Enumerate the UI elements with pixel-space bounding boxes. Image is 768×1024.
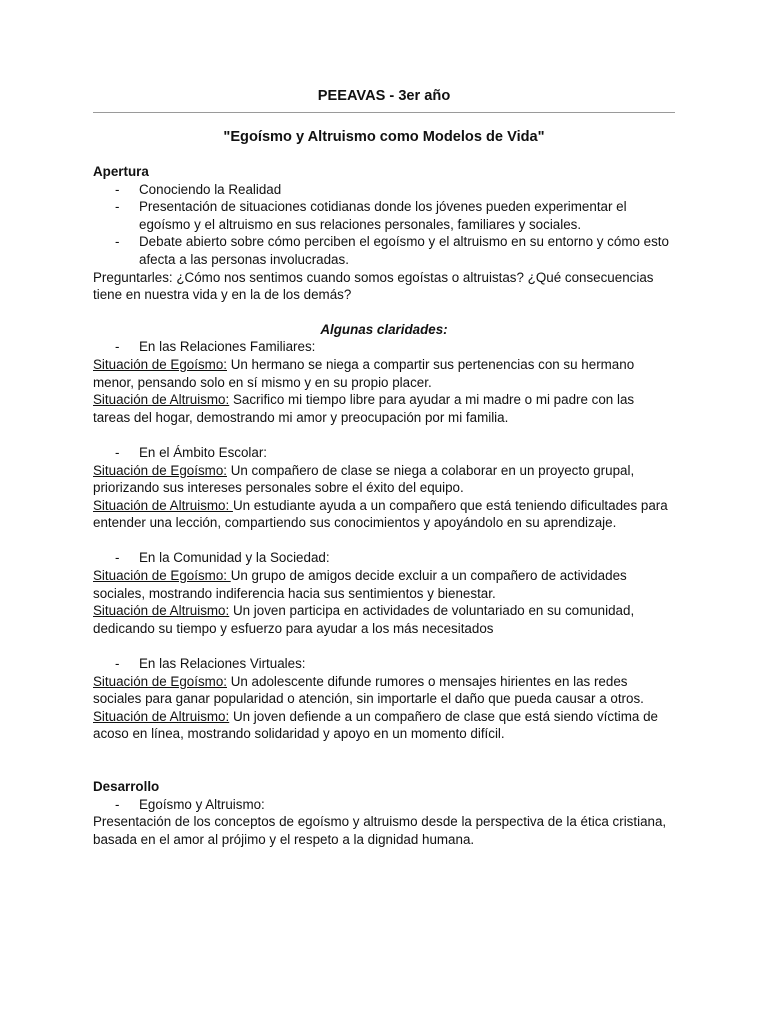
claridades-bullet [93, 655, 675, 673]
egoism-label: Situación de Egoísmo: [93, 673, 227, 689]
claridades-bullet [93, 338, 675, 356]
egoism-label: Situación de Egoísmo: [93, 568, 231, 584]
desarrollo-list [93, 796, 675, 814]
apertura-question: Preguntarles: ¿Cómo nos sentimos cuando somos egoístas o altruistas? ¿Qué consecuencias tiene en nuestra vida y en la de los demás? [93, 269, 654, 303]
altruism-situation [93, 391, 675, 426]
egoism-text: Un compañero de clase se niega a colaborar en un proyecto grupal, priorizando sus intereses personales sobre el éxito del equipo. [93, 462, 635, 496]
spacer [93, 637, 675, 655]
egoism-text: Un grupo de amigos decide excluir a un compañero de actividades sociales, mostrando indiferencia hacia sus sentimientos y bienestar. [93, 568, 627, 601]
spacer [93, 532, 675, 550]
egoism-text: Un adolescente difunde rumores o mensajes hirientes en las redes sociales para ganar popularidad o atención, sin importarle el daño que pueda causar a otros. [93, 673, 644, 707]
egoism-text: Un hermano se niega a compartir sus pertenencias con su hermano menor, pensando solo en sí mismo y en su propio placer. [93, 356, 635, 390]
list-item: - En la Comunidad y la Sociedad: [93, 549, 675, 567]
altruism-situation [93, 602, 675, 637]
list-item: - En las Relaciones Familiares: [93, 338, 675, 356]
altruism-text: Un estudiante ayuda a un compañero que está teniendo dificultades para entender una lección, compartiendo sus conocimientos y apoyándolo en su aprendizaje. [93, 497, 668, 531]
spacer [93, 426, 675, 444]
altruism-situation [93, 708, 675, 743]
altruism-situation [93, 497, 675, 532]
header-title: PEEAVAS - 3er año [317, 88, 451, 104]
list-item: - Presentación de situaciones cotidianas donde los jóvenes pueden experimentar el egoísmo y el altruismo en sus relaciones personales, familiares y sociales. [93, 198, 675, 233]
claridades-bullet [93, 444, 675, 462]
egoism-situation [93, 567, 675, 602]
altruism-label: Situación de Altruismo: [93, 708, 230, 724]
egoism-label: Situación de Egoísmo: [93, 356, 227, 372]
document-page [93, 86, 675, 848]
section-heading-desarrollo: Desarrollo [93, 779, 160, 794]
altruism-label: Situación de Altruismo: [93, 392, 230, 408]
list-item: - Debate abierto sobre cómo perciben el egoísmo y el altruismo en su entorno y cómo esto afecta a las personas involucradas. [93, 233, 675, 268]
desarrollo-text: Presentación de los conceptos de egoísmo y altruismo desde la perspectiva de la ética cristiana, basada en el amor al prójimo y el respeto a la dignidad humana. [93, 814, 667, 847]
list-item: - En las Relaciones Virtuales: [93, 655, 675, 673]
egoism-situation [93, 462, 675, 497]
altruism-text: Un joven participa en actividades de voluntariado en su comunidad, dedicando su tiempo y esfuerzo para ayudar a los más necesitados [93, 603, 635, 636]
egoism-situation [93, 356, 675, 391]
altruism-label: Situación de Altruismo: [93, 603, 230, 619]
list-item: - Egoísmo y Altruismo: [93, 796, 675, 814]
list-item: - Conociendo la Realidad [93, 181, 675, 199]
header-divider [93, 112, 675, 113]
altruism-text: Sacrifico mi tiempo libre para ayudar a mi madre o mi padre con las tareas del hogar, demostrando mi amor y preocupación por mi familia. [93, 392, 635, 425]
claridades-heading: Algunas claridades: [320, 321, 448, 337]
altruism-label: Situación de Altruismo: [93, 497, 233, 513]
spacer [93, 743, 675, 778]
claridades-bullet [93, 549, 675, 567]
egoism-situation [93, 673, 675, 708]
section-heading-apertura: Apertura [93, 164, 149, 179]
document-title: "Egoísmo y Altruismo como Modelos de Vida" [223, 129, 545, 145]
egoism-label: Situación de Egoísmo: [93, 462, 227, 478]
list-item: - En el Ámbito Escolar: [93, 444, 675, 462]
apertura-list [93, 181, 675, 269]
altruism-text: Un joven defiende a un compañero de clase que está siendo víctima de acoso en línea, mostrando solidaridad y apoyo en un momento difícil. [93, 708, 658, 742]
